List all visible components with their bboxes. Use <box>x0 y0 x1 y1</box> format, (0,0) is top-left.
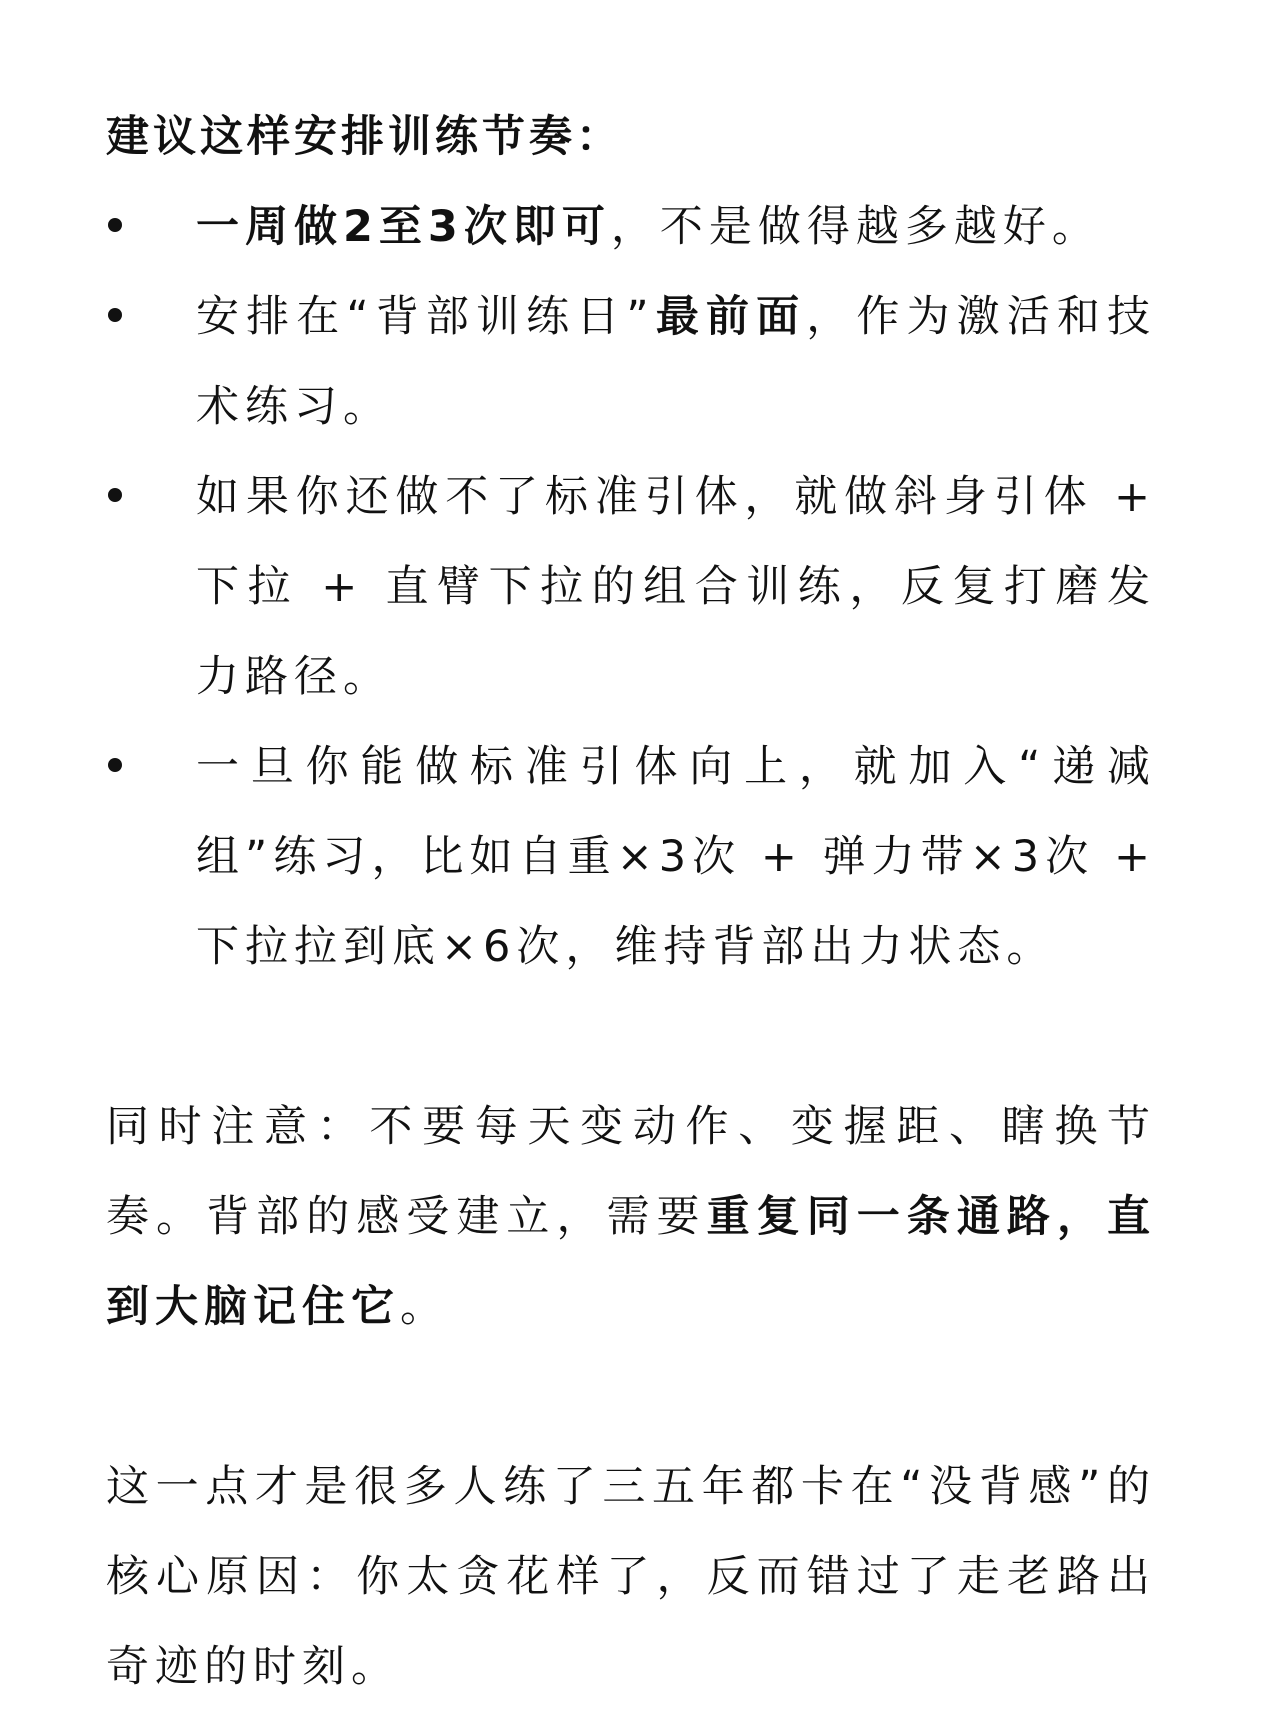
item-text: 如果你还做不了标准引体，就做斜身引体 + 下拉 + 直臂下拉的组合训练，反复打磨发力路径。 <box>196 472 1156 702</box>
paragraph-text: 同时注意：不要每天变动作、变握距、瞎换节奏。背部的感受建立，需要 <box>106 1102 1156 1242</box>
item-text: ，不是做得越多越好。 <box>610 202 1101 252</box>
list-item <box>106 722 1156 992</box>
list-item <box>106 182 1156 272</box>
bold-emphasis-text: 重复同一条通路，直到大脑记住它 <box>106 1192 1157 1332</box>
paragraph-spacer <box>106 1352 1156 1442</box>
bullet-dot-icon <box>108 488 122 502</box>
bullet-dot-icon <box>108 218 122 232</box>
advice-list <box>106 182 1156 992</box>
list-item <box>106 452 1156 722</box>
paragraph-text: 。 <box>400 1282 449 1332</box>
section-heading: 建议这样安排训练节奏： <box>106 112 623 162</box>
article-content <box>106 92 1156 1712</box>
paragraph-spacer <box>106 992 1156 1082</box>
paragraph-conclusion <box>106 1442 1156 1712</box>
paragraph-text: 这一点才是很多人练了三五年都卡在“没背感”的核心原因：你太贪花样了，反而错过了走老路出奇迹的时刻。 <box>106 1462 1156 1692</box>
item-text: ，作为激活和技术练习。 <box>196 292 1157 432</box>
bullet-dot-icon <box>108 758 122 772</box>
item-text: 一旦你能做标准引体向上，就加入“递减组”练习，比如自重×3次 + 弹力带×3次 + 下拉拉到底×6次，维持背部出力状态。 <box>196 742 1156 972</box>
bullet-dot-icon <box>108 308 122 322</box>
bold-lead-text: 一周做2至3次即可 <box>196 202 611 252</box>
list-item <box>106 272 1156 452</box>
paragraph-note <box>106 1082 1156 1352</box>
bold-emphasis-text: 最前面 <box>654 292 807 342</box>
item-text: 安排在“背部训练日” <box>196 292 655 342</box>
